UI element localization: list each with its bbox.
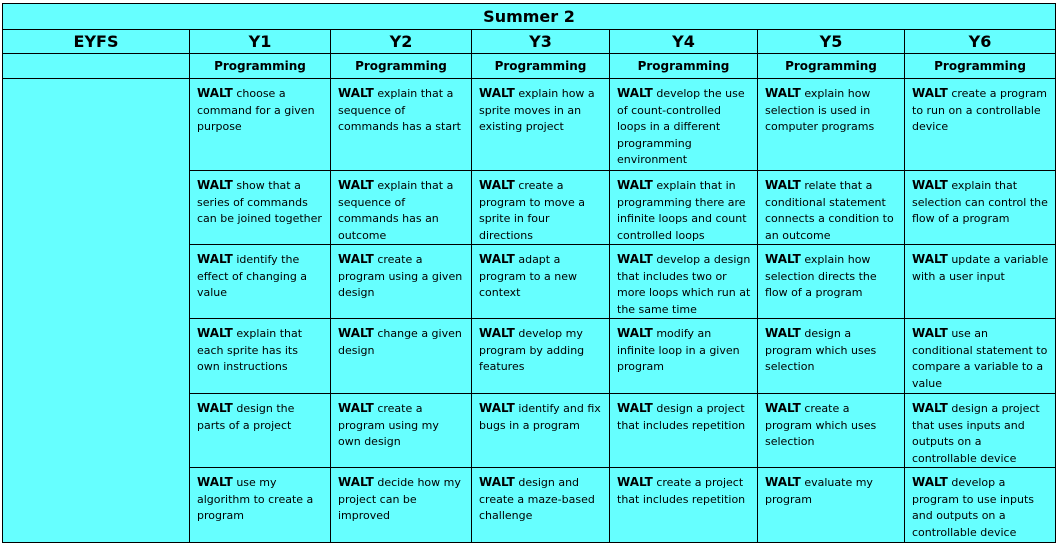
objective-text: develop my program by adding features xyxy=(479,327,585,373)
walt-prefix: WALT xyxy=(479,86,515,100)
walt-prefix: WALT xyxy=(765,252,801,266)
objective-text: decide how my project can be improved xyxy=(338,476,461,522)
objective-text: identify and fix bugs in a program xyxy=(479,402,601,432)
walt-prefix: WALT xyxy=(479,475,515,489)
objective-text: explain how a sprite moves in an existing project xyxy=(479,87,595,133)
objective-text: evaluate my program xyxy=(765,476,873,506)
objective-text: create a program using a given design xyxy=(338,253,463,299)
walt-prefix: WALT xyxy=(617,178,653,192)
walt-prefix: WALT xyxy=(912,475,948,489)
walt-prefix: WALT xyxy=(912,326,948,340)
walt-prefix: WALT xyxy=(765,326,801,340)
objective-text: change a given design xyxy=(338,327,462,357)
walt-prefix: WALT xyxy=(338,86,374,100)
objective-cell-y1 xyxy=(190,468,331,543)
objective-text: develop a program to use inputs and outputs on a controllable device xyxy=(912,476,1034,539)
objective-cell-y4 xyxy=(610,79,758,171)
objective-cell-y4 xyxy=(610,245,758,319)
objective-cell-y3 xyxy=(472,245,610,319)
col-header-y6: Y6 xyxy=(905,30,1056,54)
objective-cell-y5 xyxy=(758,468,905,543)
walt-prefix: WALT xyxy=(912,178,948,192)
objective-cell-y2 xyxy=(331,245,472,319)
walt-prefix: WALT xyxy=(338,326,374,340)
objective-text: design a project that uses inputs and outputs on a controllable device xyxy=(912,402,1040,465)
objective-cell-y5 xyxy=(758,171,905,245)
subject-row xyxy=(3,54,1056,79)
objective-text: develop the use of count-controlled loops in a different programming environment xyxy=(617,87,745,166)
eyfs-objectives-cell xyxy=(3,79,190,543)
objective-text: choose a command for a given purpose xyxy=(197,87,315,133)
walt-prefix: WALT xyxy=(617,86,653,100)
col-header-y1: Y1 xyxy=(190,30,331,54)
objective-row xyxy=(3,79,1056,171)
subject-eyfs xyxy=(3,54,190,79)
year-header-row xyxy=(3,30,1056,54)
walt-prefix: WALT xyxy=(197,252,233,266)
objective-cell-y5 xyxy=(758,319,905,394)
walt-prefix: WALT xyxy=(912,401,948,415)
subject-y2: Programming xyxy=(331,54,472,79)
walt-prefix: WALT xyxy=(479,178,515,192)
objective-cell-y2 xyxy=(331,171,472,245)
walt-prefix: WALT xyxy=(338,401,374,415)
curriculum-table xyxy=(2,3,1056,543)
objective-text: create a project that includes repetition xyxy=(617,476,746,506)
objective-cell-y1 xyxy=(190,245,331,319)
walt-prefix: WALT xyxy=(338,252,374,266)
walt-prefix: WALT xyxy=(617,475,653,489)
col-header-y3: Y3 xyxy=(472,30,610,54)
objective-text: design a project that includes repetition xyxy=(617,402,746,432)
walt-prefix: WALT xyxy=(912,86,948,100)
walt-prefix: WALT xyxy=(338,475,374,489)
objective-text: create a program which uses selection xyxy=(765,402,877,448)
walt-prefix: WALT xyxy=(617,252,653,266)
walt-prefix: WALT xyxy=(197,86,233,100)
walt-prefix: WALT xyxy=(197,326,233,340)
subject-y3: Programming xyxy=(472,54,610,79)
objective-text: create a program using my own design xyxy=(338,402,439,448)
objective-cell-y4 xyxy=(610,394,758,468)
objective-cell-y6 xyxy=(905,319,1056,394)
objective-text: adapt a program to a new context xyxy=(479,253,577,299)
objective-cell-y6 xyxy=(905,79,1056,171)
objective-cell-y1 xyxy=(190,171,331,245)
walt-prefix: WALT xyxy=(765,475,801,489)
objective-text: develop a design that includes two or more loops which run at the same time xyxy=(617,253,751,316)
objective-cell-y3 xyxy=(472,394,610,468)
walt-prefix: WALT xyxy=(617,326,653,340)
objective-cell-y5 xyxy=(758,394,905,468)
walt-prefix: WALT xyxy=(479,401,515,415)
objective-cell-y2 xyxy=(331,79,472,171)
objective-text: modify an infinite loop in a given program xyxy=(617,327,740,373)
walt-prefix: WALT xyxy=(765,401,801,415)
objective-text: show that a series of commands can be joined together xyxy=(197,179,322,225)
objective-text: use my algorithm to create a program xyxy=(197,476,314,522)
objective-cell-y3 xyxy=(472,79,610,171)
objective-cell-y3 xyxy=(472,319,610,394)
objective-text: explain that selection can control the flow of a program xyxy=(912,179,1048,225)
subject-y5: Programming xyxy=(758,54,905,79)
objective-text: explain that a sequence of commands has an outcome xyxy=(338,179,454,242)
walt-prefix: WALT xyxy=(197,401,233,415)
subject-y4: Programming xyxy=(610,54,758,79)
walt-prefix: WALT xyxy=(338,178,374,192)
objective-cell-y2 xyxy=(331,319,472,394)
subject-y1: Programming xyxy=(190,54,331,79)
objective-text: use an conditional statement to compare a variable to a value xyxy=(912,327,1048,390)
objective-text: relate that a conditional statement connects a condition to an outcome xyxy=(765,179,894,242)
walt-prefix: WALT xyxy=(479,326,515,340)
objective-cell-y2 xyxy=(331,468,472,543)
objective-text: update a variable with a user input xyxy=(912,253,1049,283)
walt-prefix: WALT xyxy=(617,401,653,415)
objective-text: design a program which uses selection xyxy=(765,327,877,373)
walt-prefix: WALT xyxy=(197,475,233,489)
objective-cell-y6 xyxy=(905,171,1056,245)
objective-cell-y1 xyxy=(190,79,331,171)
objective-cell-y6 xyxy=(905,468,1056,543)
walt-prefix: WALT xyxy=(912,252,948,266)
col-header-y5: Y5 xyxy=(758,30,905,54)
objective-cell-y5 xyxy=(758,79,905,171)
objective-cell-y6 xyxy=(905,394,1056,468)
term-title: Summer 2 xyxy=(3,4,1056,30)
objective-cell-y2 xyxy=(331,394,472,468)
objective-cell-y1 xyxy=(190,394,331,468)
objective-cell-y6 xyxy=(905,245,1056,319)
objective-text: design and create a maze-based challenge xyxy=(479,476,595,522)
walt-prefix: WALT xyxy=(765,86,801,100)
objective-text: identify the effect of changing a value xyxy=(197,253,308,299)
walt-prefix: WALT xyxy=(479,252,515,266)
objective-text: explain how selection is used in computer programs xyxy=(765,87,875,133)
objective-text: explain how selection directs the flow of a program xyxy=(765,253,877,299)
objective-cell-y1 xyxy=(190,319,331,394)
objective-cell-y3 xyxy=(472,468,610,543)
objective-text: explain that a sequence of commands has a start xyxy=(338,87,461,133)
objective-cell-y3 xyxy=(472,171,610,245)
objective-text: explain that in programming there are infinite loops and count controlled loops xyxy=(617,179,747,242)
title-row xyxy=(3,4,1056,30)
col-header-y2: Y2 xyxy=(331,30,472,54)
objective-text: design the parts of a project xyxy=(197,402,295,432)
objective-text: create a program to move a sprite in four directions xyxy=(479,179,585,242)
col-header-y4: Y4 xyxy=(610,30,758,54)
objective-cell-y4 xyxy=(610,171,758,245)
walt-prefix: WALT xyxy=(765,178,801,192)
objective-text: explain that each sprite has its own instructions xyxy=(197,327,303,373)
subject-y6: Programming xyxy=(905,54,1056,79)
col-header-eyfs: EYFS xyxy=(3,30,190,54)
objective-cell-y4 xyxy=(610,319,758,394)
walt-prefix: WALT xyxy=(197,178,233,192)
objective-text: create a program to run on a controllable device xyxy=(912,87,1047,133)
objective-cell-y5 xyxy=(758,245,905,319)
objective-cell-y4 xyxy=(610,468,758,543)
